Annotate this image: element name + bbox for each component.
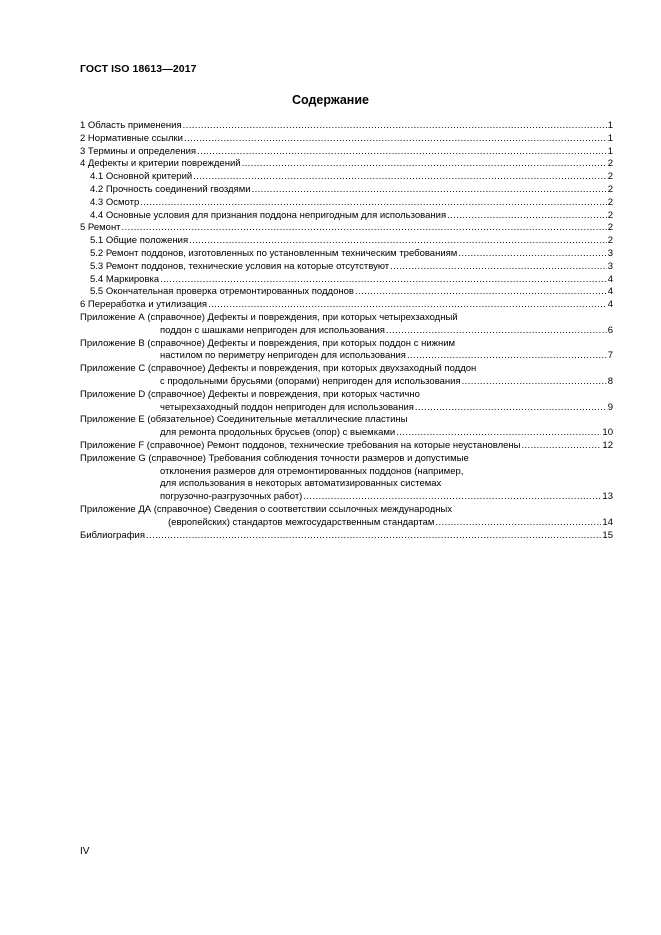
- leader-dots: [160, 274, 607, 287]
- toc-entry[interactable]: [80, 274, 613, 287]
- toc-entry-page: 1: [607, 120, 613, 131]
- leader-dots: [242, 158, 607, 171]
- toc-entry-page: 2: [607, 196, 613, 208]
- toc-entry-page: 3: [607, 247, 613, 259]
- toc-entry-label: 5 Ремонт: [80, 222, 121, 234]
- toc-entry-label: настилом по периметру непригоден для использования: [160, 350, 406, 362]
- toc-entry-page: 2: [607, 171, 613, 183]
- toc-entry-page: 13: [602, 491, 613, 503]
- annex-d-line-1: Приложение D (справочное) Дефекты и повреждения, при которых частично: [80, 388, 420, 400]
- leader-dots: [521, 440, 601, 453]
- page-number: IV: [80, 846, 90, 857]
- toc-entry[interactable]: [80, 261, 613, 274]
- toc-entry[interactable]: [80, 210, 613, 223]
- toc-entry-label: 5.2 Ремонт поддонов, изготовленных по установленным техническим требованиям: [90, 247, 458, 259]
- leader-dots: [407, 350, 607, 363]
- toc-entry-annex-b[interactable]: [80, 350, 613, 363]
- toc-entry-label: 2 Нормативные ссылки: [80, 132, 183, 144]
- toc-entry-label: 3 Термины и определения: [80, 145, 197, 157]
- toc-entry-label: 4.3 Осмотр: [90, 196, 140, 208]
- toc-entry-page: 10: [602, 427, 613, 439]
- toc-entry-label: с продольными брусьями (опорами) непригоден для использования: [160, 375, 461, 387]
- leader-dots: [197, 146, 607, 159]
- toc-entry[interactable]: [80, 235, 613, 248]
- toc-entry-page: 2: [607, 209, 613, 221]
- toc-entry-label: для ремонта продольных брусьев (опор) с выемками: [160, 427, 396, 439]
- toc-entry-page: 6: [607, 324, 613, 336]
- toc-entry[interactable]: [80, 133, 613, 146]
- leader-dots: [415, 402, 607, 415]
- toc-entry-label: 1 Область применения: [80, 120, 182, 131]
- toc-entry-page: 15: [602, 529, 613, 541]
- leader-dots: [122, 222, 607, 235]
- annex-g-line-3: для использования в некоторых автоматизированных системах: [160, 478, 442, 490]
- annex-c-line-1: Приложение С (справочное) Дефекты и повреждения, при которых двухзаходный поддон: [80, 363, 477, 375]
- toc-entry[interactable]: [80, 171, 613, 184]
- leader-dots: [447, 210, 607, 223]
- leader-dots: [390, 261, 607, 274]
- toc-entry-annex-c[interactable]: [80, 376, 613, 389]
- leader-dots: [252, 184, 607, 197]
- annex-g-line-2: отклонения размеров для отремонтированных поддонов (например,: [160, 465, 464, 477]
- toc-entry-label: 4 Дефекты и критерии повреждений: [80, 158, 241, 170]
- leader-dots: [458, 248, 606, 261]
- toc-entry-page: 4: [607, 286, 613, 298]
- toc-entry-label: 5.3 Ремонт поддонов, технические условия на которые отсутствуют: [90, 260, 390, 272]
- toc-entry-label: четырехзаходный поддон непригоден для использования: [160, 401, 414, 413]
- toc-entry[interactable]: [80, 222, 613, 235]
- leader-dots: [140, 197, 606, 210]
- toc-entry-page: 2: [607, 158, 613, 170]
- toc-entry[interactable]: [80, 286, 613, 299]
- toc-entry-label: 5.4 Маркировка: [90, 273, 160, 285]
- toc-entry-page: 8: [607, 375, 613, 387]
- leader-dots: [193, 171, 606, 184]
- toc-entry-page: 2: [607, 235, 613, 247]
- leader-dots: [146, 530, 601, 543]
- leader-dots: [355, 286, 607, 299]
- toc-entry-page: 2: [607, 183, 613, 195]
- toc-entry-label: 5.5 Окончательная проверка отремонтированных поддонов: [90, 286, 354, 298]
- toc-entry-label: (европейских) стандартов межгосударственным стандартам: [168, 516, 435, 528]
- table-of-contents: [80, 120, 613, 542]
- toc-entry[interactable]: [80, 197, 613, 210]
- toc-entry-annex-e[interactable]: [80, 427, 613, 440]
- toc-entry-label: 6 Переработка и утилизация: [80, 299, 208, 311]
- toc-entry[interactable]: [80, 158, 613, 171]
- annex-g-line-1: Приложение G (справочное) Требования соблюдения точности размеров и допустимые: [80, 452, 469, 464]
- toc-entry-page: 1: [607, 145, 613, 157]
- leader-dots: [386, 325, 607, 338]
- toc-entry-page: 3: [607, 260, 613, 272]
- toc-entry-page: 4: [607, 273, 613, 285]
- page-title: Содержание: [291, 93, 369, 107]
- leader-dots: [189, 235, 607, 248]
- toc-entry-label: 4.2 Прочность соединений гвоздями: [90, 183, 251, 195]
- toc-entry-annex-d[interactable]: [80, 402, 613, 415]
- toc-entry-annex-da[interactable]: [80, 517, 613, 530]
- leader-dots: [183, 120, 607, 133]
- annex-b-line-1: Приложение В (справочное) Дефекты и повреждения, при которых поддон с нижним: [80, 337, 456, 349]
- document-code: ГОСТ ISO 18613—2017: [80, 63, 197, 75]
- toc-entry-bibliography[interactable]: [80, 530, 613, 543]
- toc-entry-label: Приложение F (справочное) Ремонт поддонов, технические требования на которые неустановлены: [80, 439, 521, 451]
- annex-a-line-1: Приложение А (справочное) Дефекты и повреждения, при которых четырехзаходный: [80, 311, 458, 323]
- toc-entry-page: 9: [607, 401, 613, 413]
- leader-dots: [208, 299, 607, 312]
- leader-dots: [184, 133, 607, 146]
- toc-entry-page: 12: [602, 439, 613, 451]
- toc-entry-label: 4.1 Основной критерий: [90, 171, 193, 183]
- leader-dots: [462, 376, 607, 389]
- toc-entry-page: 4: [607, 299, 613, 311]
- annex-e-line-1: Приложение Е (обязательное) Соединительные металлические пластины: [80, 414, 408, 426]
- toc-entry-annex-f[interactable]: [80, 440, 613, 453]
- toc-entry-page: 2: [607, 222, 613, 234]
- toc-entry-label: погрузочно-разгрузочных работ): [160, 491, 303, 503]
- leader-dots: [396, 427, 601, 440]
- toc-entry[interactable]: [80, 184, 613, 197]
- toc-entry-label: поддон с шашками непригоден для использования: [160, 324, 385, 336]
- toc-entry-page: 1: [607, 132, 613, 144]
- leader-dots: [435, 517, 601, 530]
- toc-entry-page: 7: [607, 350, 613, 362]
- toc-entry[interactable]: [80, 146, 613, 159]
- toc-entry[interactable]: [80, 248, 613, 261]
- leader-dots: [303, 491, 601, 504]
- annex-da-line-1: Приложение ДА (справочное) Сведения о соответствии ссылочных международных: [80, 503, 453, 515]
- toc-entry-page: 14: [602, 516, 613, 528]
- toc-entry-label: 5.1 Общие положения: [90, 235, 189, 247]
- toc-entry-label: Библиография: [80, 529, 145, 541]
- toc-entry[interactable]: [80, 120, 613, 133]
- toc-entry[interactable]: [80, 299, 613, 312]
- toc-entry-label: 4.4 Основные условия для признания поддона непригодным для использования: [90, 209, 447, 221]
- toc-entry-annex-g[interactable]: [80, 491, 613, 504]
- toc-entry-annex-a[interactable]: [80, 325, 613, 338]
